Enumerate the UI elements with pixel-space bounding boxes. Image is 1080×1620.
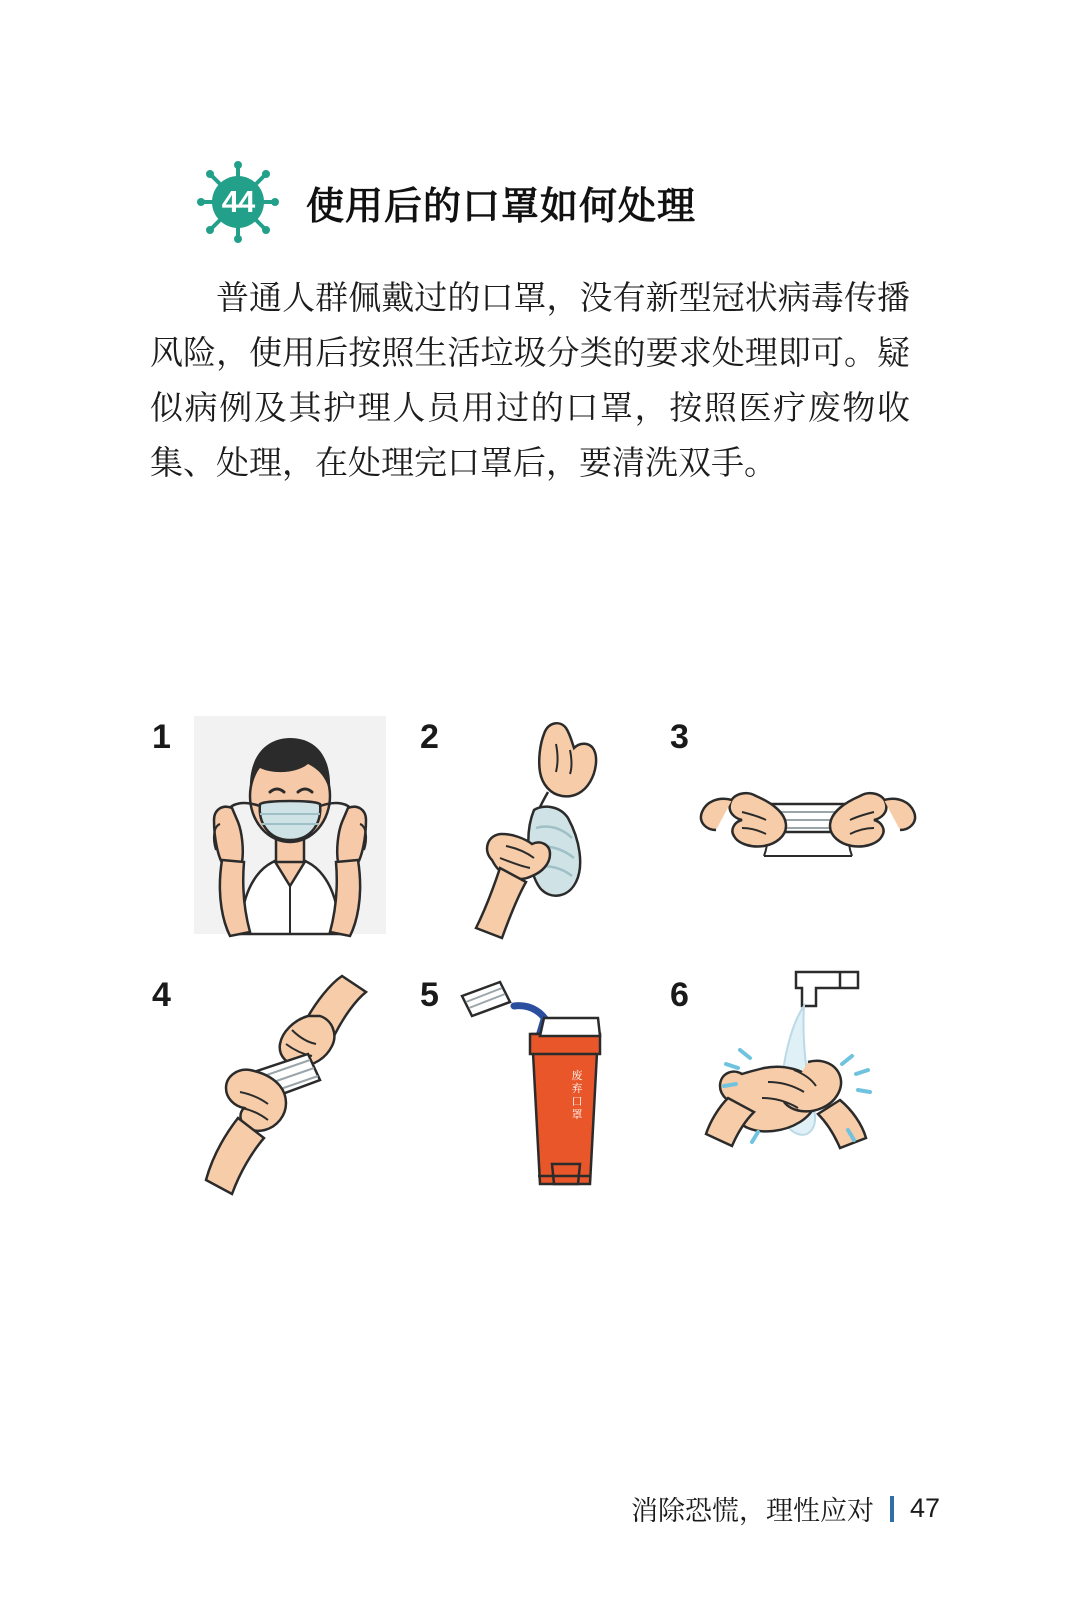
illustration-step-6 bbox=[658, 958, 918, 1208]
step-number: 6 bbox=[670, 976, 689, 1014]
illustration-grid bbox=[140, 700, 940, 1220]
hands-rolling-mask-icon bbox=[180, 958, 400, 1208]
step-number: 1 bbox=[152, 718, 171, 756]
bin-label: 废弃口罩 bbox=[571, 1070, 583, 1121]
mask-into-trash-bin-icon bbox=[448, 958, 668, 1208]
step-number: 2 bbox=[420, 718, 439, 756]
step-number: 4 bbox=[152, 976, 171, 1014]
illustration-step-3 bbox=[658, 700, 918, 950]
page-number: 47 bbox=[909, 1493, 940, 1523]
hand-holding-mask-by-strap-icon bbox=[448, 700, 668, 950]
page-footer bbox=[631, 1489, 940, 1528]
virus-badge bbox=[196, 160, 280, 244]
page-title: 使用后的口罩如何处理 bbox=[306, 185, 697, 228]
illustration-step-4 bbox=[140, 958, 400, 1208]
step-number: 3 bbox=[670, 718, 689, 756]
footer-divider bbox=[890, 1496, 894, 1522]
illustration-step-2 bbox=[408, 700, 668, 950]
body-paragraph: 普通人群佩戴过的口罩，没有新型冠状病毒传播风险，使用后按照生活垃圾分类的要求处理即可。疑似病例及其护理人员用过的口罩，按照医疗废物收集、处理，在处理完口罩后，要清洗双手。 bbox=[150, 281, 910, 482]
person-removing-mask-icon bbox=[180, 700, 400, 950]
footer-text: 消除恐慌，理性应对 bbox=[630, 1496, 874, 1526]
section-heading bbox=[196, 160, 696, 244]
two-hands-folding-mask-icon bbox=[698, 700, 918, 950]
washing-hands-under-tap-icon bbox=[698, 958, 918, 1208]
badge-number: 44 bbox=[221, 184, 255, 219]
step-number: 5 bbox=[420, 976, 439, 1014]
illustration-step-1 bbox=[140, 700, 400, 950]
illustration-step-5 bbox=[408, 958, 668, 1208]
